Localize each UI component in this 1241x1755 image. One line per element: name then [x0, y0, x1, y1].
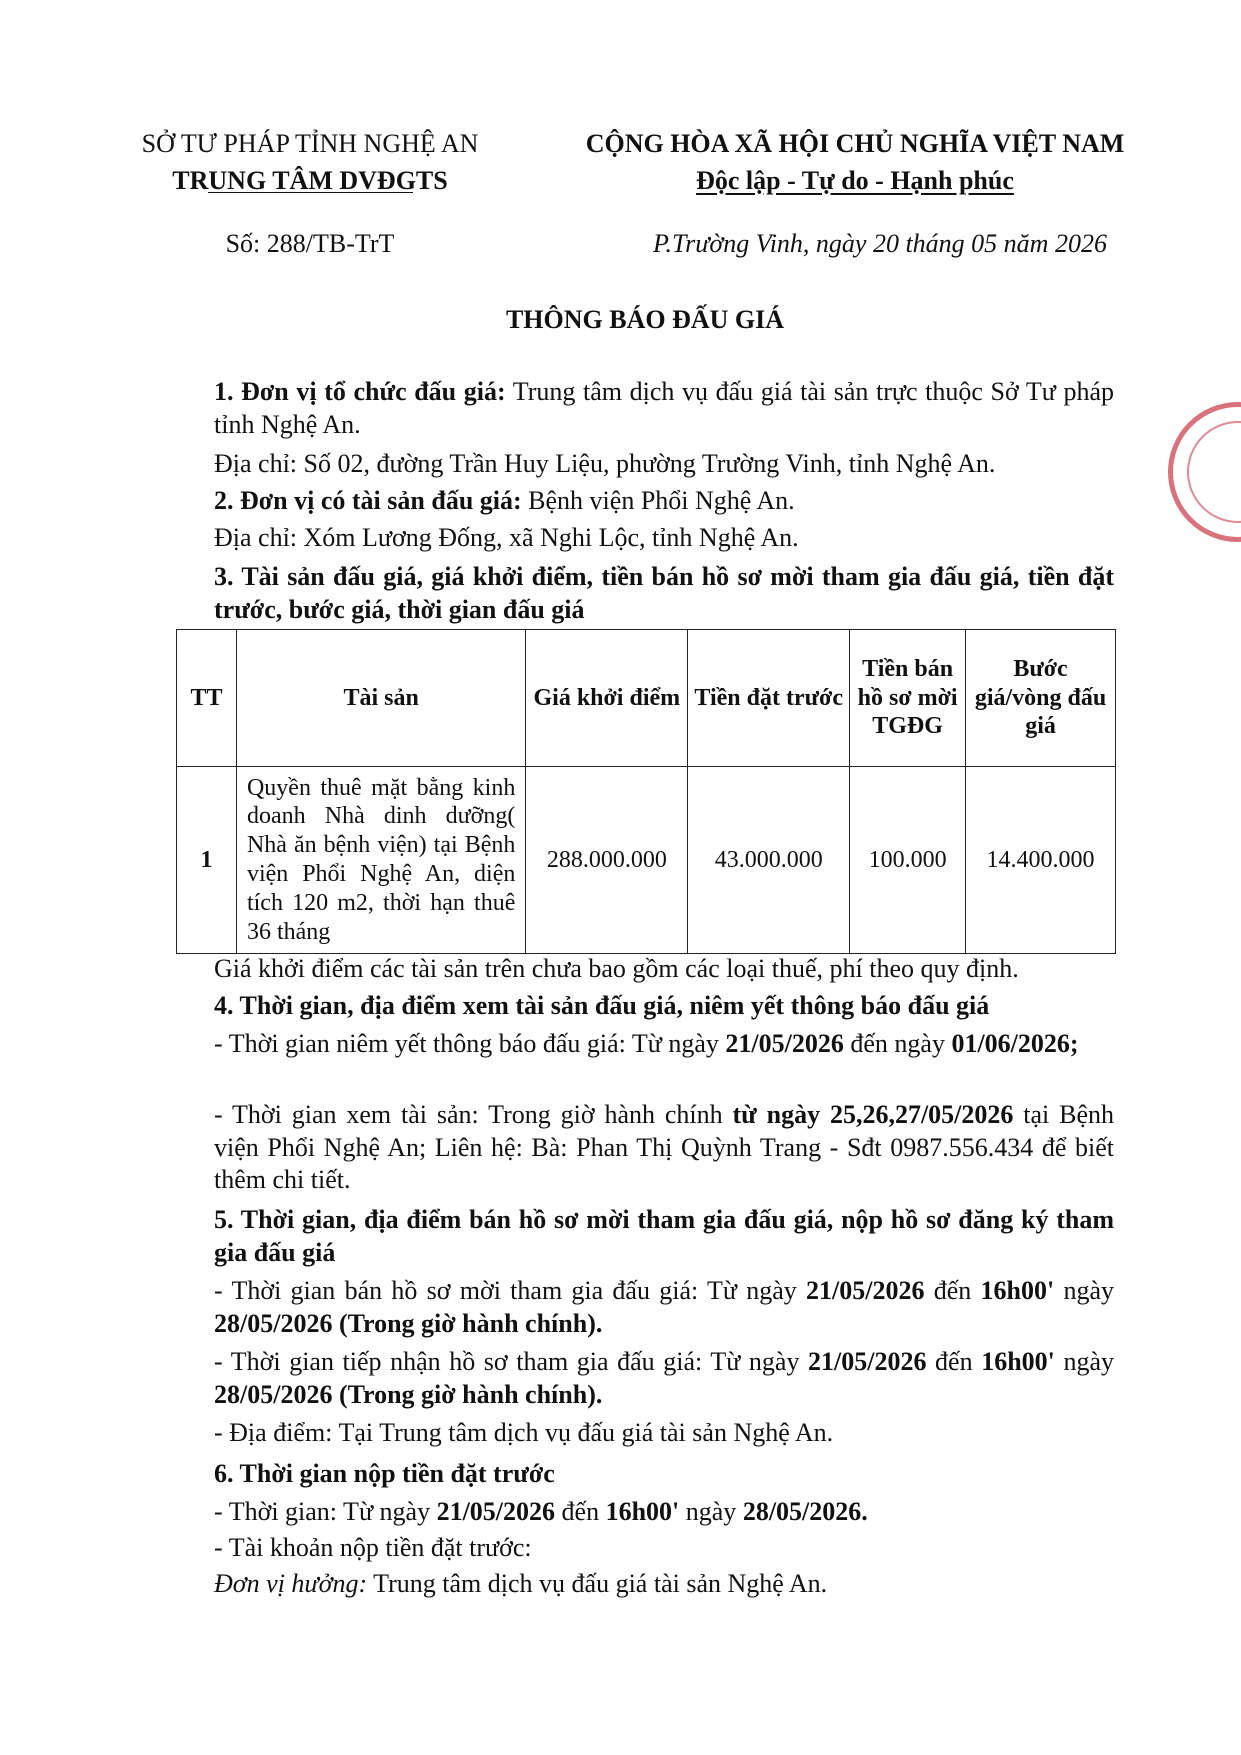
auction-table — [176, 629, 1116, 954]
section-5-heading-text: 5. Thời gian, địa điểm bán hồ sơ mời tham gia đấu giá, nộp hồ sơ đăng ký tham gia đấu giá — [214, 1205, 1114, 1267]
cell-deposit: 43.000.000 — [688, 767, 850, 954]
viewing-dates: từ ngày 25,26,27/05/2026 — [732, 1100, 1014, 1129]
price-note-text: Giá khởi điểm các tài sản trên chưa bao gồm các loại thuế, phí theo quy định. — [214, 954, 1019, 983]
deposit-start-date: 21/05/2026 — [436, 1497, 556, 1526]
receipt-time-prefix: - Thời gian tiếp nhận hồ sơ tham gia đấu giá: Từ ngày — [214, 1347, 809, 1376]
section-5-location-text: - Địa điểm: Tại Trung tâm dịch vụ đấu giá tài sản Nghệ An. — [214, 1418, 834, 1447]
section-2-text: Bệnh viện Phổi Nghệ An. — [521, 486, 795, 515]
posting-time-prefix: - Thời gian niêm yết thông báo đấu giá: Từ ngày — [214, 1029, 726, 1058]
receipt-time-day: ngày — [1054, 1347, 1114, 1376]
sale-end-hour: 16h00' — [980, 1276, 1055, 1305]
table-header-row — [177, 630, 1116, 767]
receipt-end-hour: 16h00' — [981, 1347, 1055, 1376]
section-3-heading-text: 3. Tài sản đấu giá, giá khởi điểm, tiền bán hồ sơ mời tham gia đấu giá, tiền đặt trước, bước giá, thời gian đấu giá — [214, 562, 1114, 624]
cell-asset: Quyền thuê mặt bằng kinh doanh Nhà dinh dưỡng( Nhà ăn bệnh viện) tại Bệnh viện Phổi Nghệ An, diện tích 120 m2, thời hạn thuê 36 tháng — [236, 767, 525, 954]
section-6-time — [176, 1496, 1114, 1529]
section-5-receipt-time — [176, 1346, 1114, 1411]
header-bid-step: Bước giá/vòng đấu giá — [966, 630, 1116, 767]
deposit-end-hour: 16h00' — [605, 1497, 680, 1526]
deposit-time-mid: đến — [555, 1497, 606, 1526]
header-deposit: Tiền đặt trước — [688, 630, 850, 767]
section-1-label: 1. Đơn vị tổ chức đấu giá: — [214, 377, 506, 406]
cell-tt: 1 — [177, 767, 237, 954]
section-2-label: 2. Đơn vị có tài sản đấu giá: — [214, 486, 522, 515]
cell-dossier-fee: 100.000 — [850, 767, 966, 954]
header-starting-price: Giá khởi điểm — [526, 630, 688, 767]
section-5-sale-time — [176, 1275, 1114, 1340]
posting-start-date: 21/05/2026 — [725, 1029, 844, 1058]
receipt-start-date: 21/05/2026 — [808, 1347, 927, 1376]
section-1-address — [176, 448, 1114, 481]
deposit-end-date: 28/05/2026. — [742, 1497, 868, 1526]
sale-start-date: 21/05/2026 — [806, 1276, 925, 1305]
price-note — [176, 953, 1114, 986]
section-4-heading — [176, 990, 1114, 1023]
section-5-heading — [176, 1204, 1114, 1269]
section-5-location — [176, 1417, 1114, 1450]
cell-starting-price: 288.000.000 — [526, 767, 688, 954]
section-6-heading — [176, 1458, 1114, 1491]
beneficiary-label: Đơn vị hưởng: — [214, 1569, 368, 1598]
place-and-date: P.Trường Vinh, ngày 20 tháng 05 năm 2026 — [653, 229, 1107, 258]
sale-end-date: 28/05/2026 (Trong giờ hành chính). — [214, 1308, 603, 1338]
section-3-heading — [176, 561, 1114, 626]
section-1-text: Trung tâm dịch vụ đấu giá tài sản trực thuộc Sở Tư pháp tỉnh Nghệ An. — [214, 377, 1114, 439]
deposit-time-prefix: - Thời gian: Từ ngày — [214, 1497, 437, 1526]
section-2-address-text: Địa chỉ: Xóm Lương Đống, xã Nghi Lộc, tỉnh Nghệ An. — [214, 523, 799, 552]
issuer-block — [110, 128, 510, 197]
receipt-end-date: 28/05/2026 (Trong giờ hành chính). — [214, 1379, 603, 1409]
header-asset: Tài sản — [236, 630, 525, 767]
sale-time-mid: đến — [924, 1276, 981, 1305]
section-4-viewing-time — [176, 1099, 1114, 1197]
sale-time-prefix: - Thời gian bán hồ sơ mời tham gia đấu giá: Từ ngày — [214, 1276, 807, 1305]
sale-time-day: ngày — [1054, 1276, 1114, 1305]
section-1 — [176, 376, 1114, 441]
header-tt: TT — [177, 630, 237, 767]
receipt-time-mid: đến — [926, 1347, 982, 1376]
posting-end-date: 01/06/2026; — [951, 1029, 1079, 1058]
section-6-beneficiary — [176, 1568, 1114, 1601]
section-2-address — [176, 522, 1114, 555]
viewing-location-contact: tại Bệnh viện Phổi Nghệ An; Liên hệ: Bà: Phan Thị Quỳnh Trang - Sđt 0987.556.434 để biết thêm chi tiết. — [214, 1100, 1115, 1194]
issuer-department: SỞ TƯ PHÁP TỈNH NGHỆ AN — [141, 129, 479, 158]
section-6-heading-text: 6. Thời gian nộp tiền đặt trước — [214, 1459, 555, 1488]
document-number: Số: 288/TB-TrT — [225, 229, 395, 258]
page-title: THÔNG BÁO ĐẤU GIÁ — [505, 305, 785, 334]
cell-bid-step: 14.400.000 — [966, 767, 1116, 954]
issuer-underline — [208, 192, 413, 193]
section-6-account — [176, 1532, 1114, 1565]
deposit-time-day: ngày — [679, 1497, 743, 1526]
section-4-posting-time — [176, 1028, 1114, 1061]
national-motto-block — [545, 128, 1165, 197]
issuer-center-name: TRUNG TÂM DVĐGTS — [172, 165, 448, 195]
section-6-account-text: - Tài khoản nộp tiền đặt trước: — [214, 1533, 532, 1562]
viewing-time-prefix: - Thời gian xem tài sản: Trong giờ hành chính — [214, 1100, 733, 1129]
table-row — [177, 767, 1116, 954]
official-seal-stamp — [1168, 402, 1241, 542]
national-motto: Độc lập - Tự do - Hạnh phúc — [696, 165, 1014, 195]
beneficiary-name: Trung tâm dịch vụ đấu giá tài sản Nghệ An. — [367, 1569, 828, 1598]
posting-time-mid: đến ngày — [843, 1029, 952, 1058]
header-dossier-fee: Tiền bán hồ sơ mời TGĐG — [850, 630, 966, 767]
section-4-heading-text: 4. Thời gian, địa điểm xem tài sản đấu giá, niêm yết thông báo đấu giá — [214, 991, 990, 1020]
national-name: CỘNG HÒA XÃ HỘI CHỦ NGHĨA VIỆT NAM — [585, 129, 1125, 158]
section-2 — [176, 485, 1114, 518]
section-1-address-text: Địa chỉ: Số 02, đường Trần Huy Liệu, phường Trường Vinh, tỉnh Nghệ An. — [214, 449, 996, 478]
